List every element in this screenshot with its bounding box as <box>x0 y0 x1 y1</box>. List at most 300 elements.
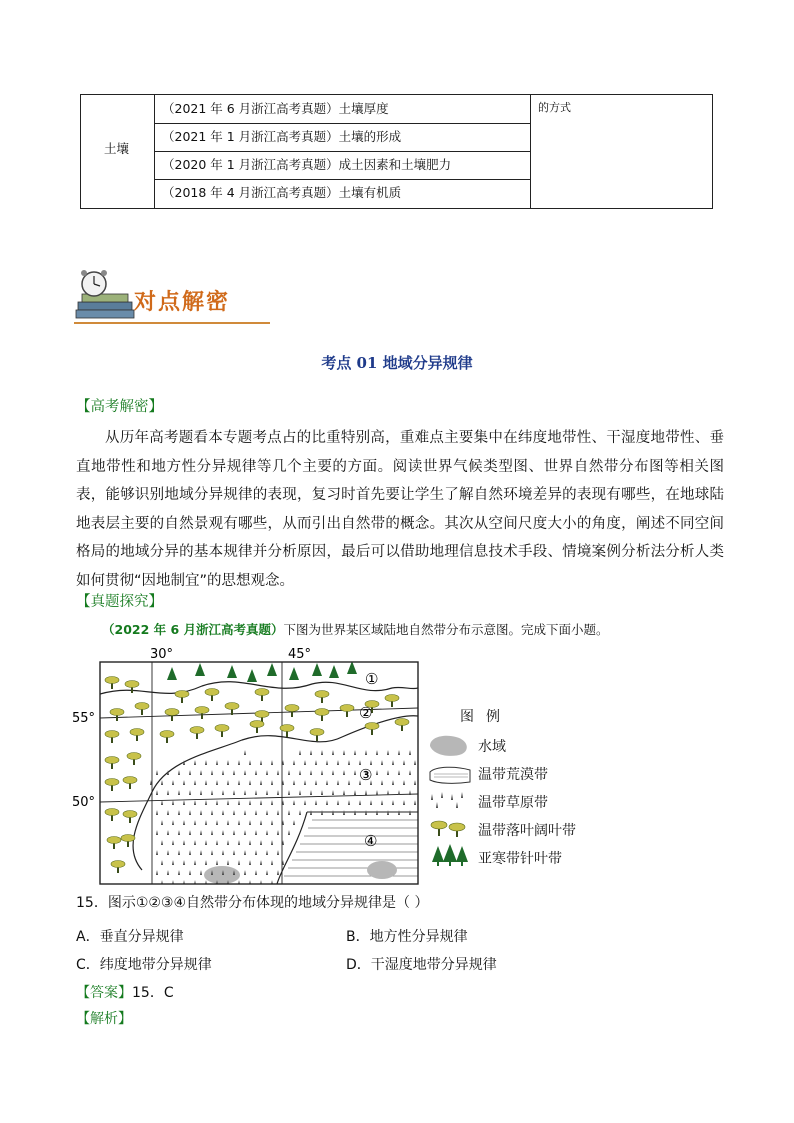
steppe-grass-symbol <box>277 790 279 795</box>
steppe-grass-symbol <box>277 810 279 815</box>
steppe-grass-symbol <box>299 750 301 755</box>
broadleaf-tree-symbol <box>315 691 329 704</box>
legend-label: 温带落叶阔叶带 <box>478 823 576 839</box>
zone-label: ④ <box>364 832 378 850</box>
steppe-grass-symbol <box>310 770 312 775</box>
steppe-grass-symbol <box>266 790 268 795</box>
steppe-grass-symbol <box>244 810 246 815</box>
conifer-tree-symbol <box>267 663 277 676</box>
steppe-grass-symbol <box>189 850 191 855</box>
steppe-grass-symbol <box>255 790 257 795</box>
broadleaf-tree-symbol <box>195 707 209 720</box>
broadleaf-tree-symbol <box>395 719 409 732</box>
steppe-grass-symbol <box>414 800 416 805</box>
steppe-grass-symbol <box>387 770 389 775</box>
steppe-grass-symbol <box>348 800 350 805</box>
steppe-grass-symbol <box>277 830 279 835</box>
steppe-grass-symbol <box>200 810 202 815</box>
steppe-grass-symbol <box>315 760 317 765</box>
legend-title: 图例 <box>460 709 512 725</box>
broadleaf-tree-symbol <box>105 779 119 792</box>
steppe-grass-symbol <box>238 760 240 765</box>
steppe-grass-symbol <box>293 780 295 785</box>
steppe-grass-symbol <box>172 860 174 865</box>
broadleaf-tree-symbol <box>225 703 239 716</box>
steppe-grass-symbol <box>205 820 207 825</box>
steppe-grass-symbol <box>288 830 290 835</box>
steppe-grass-symbol <box>304 780 306 785</box>
legend-symbols <box>426 734 476 874</box>
steppe-grass-symbol <box>376 770 378 775</box>
steppe-grass-symbol <box>172 800 174 805</box>
steppe-grass-symbol <box>200 850 202 855</box>
zone-label: ① <box>365 670 379 688</box>
steppe-grass-symbol <box>398 750 400 755</box>
steppe-grass-symbol <box>387 790 389 795</box>
steppe-grass-symbol <box>332 750 334 755</box>
steppe-grass-symbol <box>321 790 323 795</box>
steppe-grass-symbol <box>354 750 356 755</box>
conifer-tree-symbol <box>227 665 237 678</box>
steppe-grass-symbol <box>398 790 400 795</box>
steppe-grass-symbol <box>161 820 163 825</box>
question-stem <box>76 892 428 912</box>
table-right-note: 的方式 <box>538 101 571 114</box>
steppe-grass-symbol <box>161 780 163 785</box>
steppe-grass-symbol <box>260 760 262 765</box>
steppe-grass-symbol <box>420 750 422 755</box>
table-row: （2021 年 6 月浙江高考真题）土壤厚度 <box>162 101 389 116</box>
steppe-grass-symbol <box>304 760 306 765</box>
question-intro <box>102 620 609 638</box>
steppe-grass-symbol <box>409 770 411 775</box>
steppe-grass-symbol <box>156 870 158 875</box>
steppe-grass-symbol <box>249 860 251 865</box>
steppe-grass-symbol <box>194 760 196 765</box>
steppe-grass-symbol <box>249 820 251 825</box>
question-number: 15． <box>76 895 108 911</box>
steppe-grass-symbol <box>266 770 268 775</box>
steppe-grass-symbol <box>233 770 235 775</box>
desert-zone <box>277 812 418 884</box>
steppe-grass-symbol <box>238 780 240 785</box>
steppe-grass-symbol <box>227 760 229 765</box>
steppe-grass-symbol <box>227 860 229 865</box>
steppe-grass-symbol <box>288 810 290 815</box>
broadleaf-tree-symbol <box>135 703 149 716</box>
steppe-grass-symbol <box>326 760 328 765</box>
practice-tag: 【真题探究】 <box>76 594 163 610</box>
steppe-grass-symbol <box>211 810 213 815</box>
steppe-grass-symbol <box>370 800 372 805</box>
intro-paragraph: 从历年高考题看本专题考点占的比重特别高，重难点主要集中在纬度地带性、干湿度地带性、垂直地带性和地方性分异规律等几个主要的方面。阅读世界气候类型图、世界自然带分布图等相关图表，能够识别地域分异规律的表现，复习时首先要让学生了解自然环境差异的表现有哪些，在地球陆地表层主要的自然景观有哪些，从而引出自然带的概念。其次从空间尺度大小的角度，阐述不同空间格局的地域分异的基本规律并分析原因，最后可以借助地理信息技术手段、情境案例分析法分析人类如何贯彻“因地制宜”的思想观念。 <box>76 430 724 589</box>
broadleaf-tree-symbol <box>165 709 179 722</box>
table-border <box>530 95 531 208</box>
steppe-grass-symbol <box>211 830 213 835</box>
option-b: B．地方性分异规律 <box>346 929 468 945</box>
steppe-grass-symbol <box>332 790 334 795</box>
steppe-grass-symbol <box>189 810 191 815</box>
steppe-grass-symbol <box>266 830 268 835</box>
table-row-divider <box>154 123 530 124</box>
broadleaf-tree-symbol <box>110 709 124 722</box>
steppe-grass-symbol <box>244 830 246 835</box>
steppe-grass-symbol <box>200 870 202 875</box>
steppe-grass-symbol <box>205 800 207 805</box>
steppe-grass-symbol <box>310 790 312 795</box>
steppe-legend-icon <box>431 792 463 808</box>
steppe-grass-symbol <box>381 800 383 805</box>
option-d: D．干湿度地带分异规律 <box>346 957 497 973</box>
answer-line <box>76 982 174 1002</box>
steppe-grass-symbol <box>315 800 317 805</box>
steppe-grass-symbol <box>178 870 180 875</box>
conifer-tree-symbol <box>167 667 177 680</box>
legend-label: 温带草原带 <box>478 795 548 811</box>
conifer-tree-symbol <box>289 667 299 680</box>
steppe-grass-symbol <box>156 810 158 815</box>
steppe-grass-symbol <box>194 800 196 805</box>
steppe-grass-symbol <box>271 760 273 765</box>
intro-tag: 【高考解密】 <box>76 399 163 415</box>
steppe-grass-symbol <box>271 820 273 825</box>
answer-value: 15．C <box>132 985 174 1001</box>
steppe-grass-symbol <box>211 850 213 855</box>
answer-tag: 【答案】 <box>76 985 132 1001</box>
question-text: 图示①②③④自然带分布体现的地域分异规律是（ ） <box>107 895 429 911</box>
steppe-grass-symbol <box>205 840 207 845</box>
steppe-grass-symbol <box>315 780 317 785</box>
steppe-grass-symbol <box>376 790 378 795</box>
steppe-grass-symbol <box>216 820 218 825</box>
steppe-grass-symbol <box>304 800 306 805</box>
steppe-grass-symbol <box>205 760 207 765</box>
desert-legend-icon <box>430 767 470 783</box>
steppe-grass-symbol <box>293 800 295 805</box>
steppe-grass-symbol <box>255 770 257 775</box>
steppe-grass-symbol <box>299 770 301 775</box>
steppe-grass-symbol <box>178 790 180 795</box>
steppe-grass-symbol <box>205 860 207 865</box>
steppe-grass-symbol <box>392 800 394 805</box>
steppe-grass-symbol <box>238 800 240 805</box>
steppe-grass-symbol <box>238 840 240 845</box>
steppe-grass-symbol <box>244 850 246 855</box>
conifer-legend-icon <box>432 844 468 866</box>
steppe-grass-symbol <box>172 820 174 825</box>
broadleaf-tree-symbol <box>215 725 229 738</box>
steppe-grass-symbol <box>420 810 422 815</box>
steppe-grass-symbol <box>260 780 262 785</box>
steppe-grass-symbol <box>260 820 262 825</box>
table-border <box>712 95 713 208</box>
steppe-grass-symbol <box>326 780 328 785</box>
steppe-grass-symbol <box>343 790 345 795</box>
steppe-grass-symbol <box>156 850 158 855</box>
steppe-grass-symbol <box>271 860 273 865</box>
steppe-grass-symbol <box>260 800 262 805</box>
steppe-grass-symbol <box>200 830 202 835</box>
steppe-grass-symbol <box>156 790 158 795</box>
steppe-grass-symbol <box>167 830 169 835</box>
steppe-grass-symbol <box>200 790 202 795</box>
steppe-grass-symbol <box>321 770 323 775</box>
steppe-grass-symbol <box>183 860 185 865</box>
steppe-grass-symbol <box>403 760 405 765</box>
broadleaf-tree-symbol <box>130 729 144 742</box>
steppe-grass-symbol <box>288 790 290 795</box>
legend-label: 水域 <box>478 739 506 755</box>
steppe-grass-symbol <box>156 830 158 835</box>
broadleaf-tree-symbol <box>340 705 354 718</box>
steppe-grass-symbol <box>255 850 257 855</box>
question-prompt: 下图为世界某区域陆地自然带分布示意图。完成下面小题。 <box>283 622 609 637</box>
steppe-grass-symbol <box>244 770 246 775</box>
steppe-grass-symbol <box>343 770 345 775</box>
steppe-grass-symbol <box>227 840 229 845</box>
section-title: 考点 01 地域分异规律 <box>321 354 473 372</box>
broadleaf-tree-symbol <box>205 689 219 702</box>
steppe-grass-symbol <box>194 860 196 865</box>
steppe-grass-symbol <box>392 760 394 765</box>
steppe-grass-symbol <box>365 790 367 795</box>
steppe-grass-symbol <box>255 870 257 875</box>
steppe-grass-symbol <box>189 770 191 775</box>
steppe-grass-symbol <box>266 810 268 815</box>
steppe-grass-symbol <box>271 780 273 785</box>
steppe-grass-symbol <box>244 790 246 795</box>
steppe-grass-symbol <box>216 860 218 865</box>
broadleaf-tree-symbol <box>160 731 174 744</box>
steppe-grass-symbol <box>266 850 268 855</box>
steppe-grass-symbol <box>167 850 169 855</box>
steppe-grass-symbol <box>216 840 218 845</box>
steppe-grass-symbol <box>222 850 224 855</box>
steppe-grass-symbol <box>249 840 251 845</box>
table-border <box>80 95 81 208</box>
conifer-tree-symbol <box>312 663 322 676</box>
question-source: （2022 年 6 月浙江高考真题） <box>102 622 284 637</box>
knowledge-table <box>80 94 713 209</box>
broadleaf-legend-icon <box>431 821 465 837</box>
legend-label: 温带荒漠带 <box>478 767 548 783</box>
steppe-grass-symbol <box>359 800 361 805</box>
steppe-grass-symbol <box>233 850 235 855</box>
conifer-tree-symbol <box>347 661 357 674</box>
broadleaf-tree-symbol <box>107 837 121 850</box>
steppe-grass-symbol <box>420 770 422 775</box>
steppe-grass-symbol <box>343 750 345 755</box>
steppe-grass-symbol <box>156 770 158 775</box>
steppe-grass-symbol <box>277 770 279 775</box>
steppe-grass-symbol <box>183 820 185 825</box>
steppe-grass-symbol <box>293 760 295 765</box>
steppe-grass-symbol <box>381 780 383 785</box>
steppe-grass-symbol <box>178 830 180 835</box>
natural-zone-map <box>72 642 432 886</box>
analysis-tag: 【解析】 <box>76 1011 132 1027</box>
steppe-grass-symbol <box>299 810 301 815</box>
steppe-grass-symbol <box>403 800 405 805</box>
steppe-grass-symbol <box>271 840 273 845</box>
broadleaf-tree-symbol <box>175 691 189 704</box>
steppe-grass-symbol <box>227 780 229 785</box>
broadleaf-tree-symbol <box>127 753 141 766</box>
broadleaf-tree-symbol <box>123 811 137 824</box>
broadleaf-tree-symbol <box>385 695 399 708</box>
broadleaf-tree-symbol <box>310 729 324 742</box>
steppe-grass-symbol <box>200 770 202 775</box>
steppe-grass-symbol <box>233 810 235 815</box>
steppe-grass-symbol <box>161 840 163 845</box>
steppe-grass-symbol <box>238 860 240 865</box>
steppe-grass-symbol <box>167 810 169 815</box>
steppe-grass-symbol <box>178 810 180 815</box>
longitude-label: 30° <box>150 647 174 662</box>
steppe-grass-symbol <box>414 780 416 785</box>
steppe-grass-symbol <box>189 830 191 835</box>
latitude-label: 55° <box>72 711 96 726</box>
broadleaf-tree-symbol <box>111 861 125 874</box>
banner-underline <box>74 322 270 324</box>
steppe-grass-symbol <box>172 840 174 845</box>
steppe-grass-symbol <box>183 780 185 785</box>
broadleaf-tree-symbol <box>105 677 119 690</box>
steppe-grass-symbol <box>260 840 262 845</box>
steppe-grass-symbol <box>183 800 185 805</box>
steppe-grass-symbol <box>194 820 196 825</box>
steppe-grass-symbol <box>299 790 301 795</box>
steppe-grass-symbol <box>354 770 356 775</box>
steppe-grass-symbol <box>332 770 334 775</box>
steppe-grass-symbol <box>172 780 174 785</box>
steppe-grass-symbol <box>365 750 367 755</box>
option-a: A．垂直分异规律 <box>76 929 184 945</box>
steppe-grass-symbol <box>178 850 180 855</box>
steppe-grass-symbol <box>277 870 279 875</box>
table-row-divider <box>154 151 530 152</box>
zone-label: ③ <box>359 766 373 784</box>
steppe-grass-symbol <box>348 780 350 785</box>
steppe-grass-symbol <box>216 780 218 785</box>
broadleaf-tree-symbol <box>123 777 137 790</box>
steppe-grass-symbol <box>167 790 169 795</box>
steppe-grass-symbol <box>403 780 405 785</box>
steppe-grass-symbol <box>194 840 196 845</box>
steppe-grass-symbol <box>326 800 328 805</box>
steppe-grass-symbol <box>381 760 383 765</box>
steppe-grass-symbol <box>310 750 312 755</box>
steppe-grass-symbol <box>420 790 422 795</box>
steppe-grass-symbol <box>414 760 416 765</box>
legend-label: 亚寒带针叶带 <box>478 851 562 867</box>
broadleaf-tree-symbol <box>190 727 204 740</box>
longitude-label: 45° <box>288 647 312 662</box>
broadleaf-tree-symbol <box>365 723 379 736</box>
steppe-grass-symbol <box>205 780 207 785</box>
broadleaf-tree-symbol <box>105 757 119 770</box>
steppe-grass-symbol <box>216 760 218 765</box>
steppe-grass-symbol <box>376 750 378 755</box>
steppe-grass-symbol <box>337 800 339 805</box>
conifer-tree-symbol <box>329 665 339 678</box>
steppe-grass-symbol <box>244 750 246 755</box>
steppe-grass-symbol <box>249 760 251 765</box>
steppe-grass-symbol <box>260 860 262 865</box>
steppe-grass-symbol <box>277 850 279 855</box>
steppe-grass-symbol <box>337 780 339 785</box>
steppe-grass-symbol <box>255 830 257 835</box>
steppe-grass-symbol <box>194 780 196 785</box>
steppe-grass-symbol <box>233 830 235 835</box>
steppe-grass-symbol <box>178 770 180 775</box>
table-row: （2020 年 1 月浙江高考真题）成土因素和土壤肥力 <box>162 157 452 172</box>
steppe-grass-symbol <box>392 780 394 785</box>
broadleaf-tree-symbol <box>315 709 329 722</box>
steppe-grass-symbol <box>227 800 229 805</box>
steppe-grass-symbol <box>249 780 251 785</box>
steppe-grass-symbol <box>211 790 213 795</box>
steppe-grass-symbol <box>211 770 213 775</box>
table-row-divider <box>154 179 530 180</box>
table-row: （2021 年 1 月浙江高考真题）土壤的形成 <box>162 129 402 144</box>
steppe-grass-symbol <box>222 790 224 795</box>
steppe-grass-symbol <box>293 820 295 825</box>
steppe-grass-symbol <box>222 810 224 815</box>
broadleaf-tree-symbol <box>255 689 269 702</box>
steppe-grass-symbol <box>189 790 191 795</box>
steppe-grass-symbol <box>227 820 229 825</box>
latitude-label: 50° <box>72 795 96 810</box>
broadleaf-tree-symbol <box>105 809 119 822</box>
banner-title: 对点解密 <box>134 289 231 315</box>
steppe-grass-symbol <box>409 750 411 755</box>
option-c: C．纬度地带分异规律 <box>76 957 212 973</box>
steppe-grass-symbol <box>222 770 224 775</box>
steppe-grass-symbol <box>161 860 163 865</box>
steppe-grass-symbol <box>398 770 400 775</box>
conifer-tree-symbol <box>247 669 257 682</box>
steppe-grass-symbol <box>337 760 339 765</box>
zone-label: ② <box>359 704 373 722</box>
steppe-grass-symbol <box>238 820 240 825</box>
steppe-grass-symbol <box>387 750 389 755</box>
water-legend-icon <box>430 736 467 756</box>
steppe-grass-symbol <box>370 760 372 765</box>
steppe-grass-symbol <box>249 800 251 805</box>
steppe-grass-symbol <box>167 870 169 875</box>
clock-books-icon <box>74 270 136 322</box>
steppe-grass-symbol <box>271 800 273 805</box>
steppe-grass-symbol <box>359 760 361 765</box>
water-body <box>367 861 397 879</box>
steppe-grass-symbol <box>354 790 356 795</box>
broadleaf-tree-symbol <box>250 721 264 734</box>
steppe-grass-symbol <box>255 810 257 815</box>
table-row: （2018 年 4 月浙江高考真题）土壤有机质 <box>162 185 402 200</box>
steppe-grass-symbol <box>409 790 411 795</box>
broadleaf-tree-symbol <box>285 705 299 718</box>
steppe-grass-symbol <box>244 870 246 875</box>
conifer-tree-symbol <box>195 663 205 676</box>
steppe-grass-symbol <box>288 770 290 775</box>
steppe-grass-symbol <box>233 790 235 795</box>
steppe-grass-symbol <box>321 750 323 755</box>
steppe-grass-symbol <box>216 800 218 805</box>
steppe-grass-symbol <box>183 840 185 845</box>
steppe-grass-symbol <box>266 870 268 875</box>
broadleaf-tree-symbol <box>105 731 119 744</box>
